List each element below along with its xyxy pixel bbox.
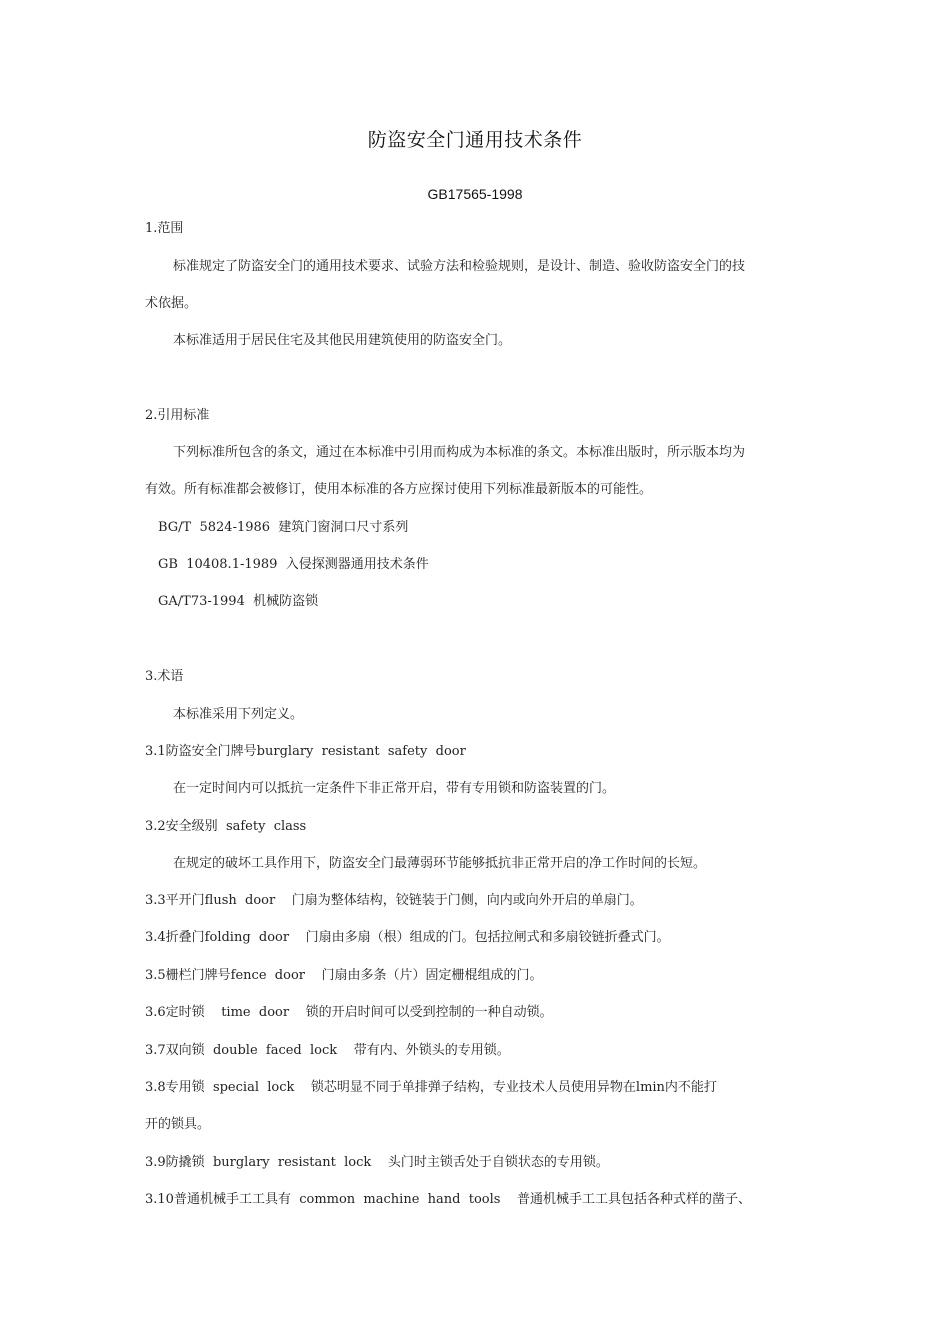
term-entry: 3.5栅栏门牌号fence door 门扇由多条（片）固定栅棍组成的门。 <box>145 968 543 983</box>
term-entry: 3.10普通机械手工工具有 common machine hand tools 普通机械手工工具包括各种式样的凿子、 <box>145 1192 751 1207</box>
reference-item: BG/T 5824-1986 建筑门窗洞口尺寸系列 <box>158 520 409 535</box>
term-entry: 3.3平开门flush door 门扇为整体结构，铰链装于门侧，向内或向外开启的单扇门。 <box>145 893 643 908</box>
section-1-heading: 1.范围 <box>145 221 184 236</box>
standard-code: GB17565-1998 <box>427 186 523 202</box>
term-entry-line: 3.8专用锁 special lock 锁芯明显不同于单排弹子结构，专业技术人员使用异物在lmin内不能打 <box>145 1080 717 1095</box>
section-3-intro: 本标准采用下列定义。 <box>173 707 304 722</box>
section-3-heading: 3.术语 <box>145 669 184 684</box>
term-entry-line: 开的锁具。 <box>145 1117 211 1132</box>
section-1-paragraph-line: 标准规定了防盗安全门的通用技术要求、试验方法和检验规则，是设计、制造、验收防盗安全门的技 <box>173 259 746 274</box>
term-entry: 3.4折叠门folding door 门扇由多扇（根）组成的门。包括拉闸式和多扇铰链折叠式门。 <box>145 930 670 945</box>
section-2-heading: 2.引用标准 <box>145 408 210 423</box>
reference-item: GA/T73-1994 机械防盗锁 <box>158 594 319 609</box>
section-1-paragraph-line: 术依据。 <box>145 296 198 311</box>
document-title: 防盗安全门通用技术条件 <box>367 129 583 151</box>
term-heading: 3.1防盗安全门牌号burglary resistant safety door <box>145 744 466 759</box>
term-definition: 在规定的破坏工具作用下，防盗安全门最薄弱环节能够抵抗非正常开启的净工作时间的长短。 <box>173 856 707 871</box>
term-entry: 3.6定时锁 time door 锁的开启时间可以受到控制的一种自动锁。 <box>145 1005 553 1020</box>
section-2-paragraph-line: 下列标准所包含的条文，通过在本标准中引用而构成为本标准的条文。本标准出版时，所示版本均为 <box>173 445 746 460</box>
term-entry: 3.9防撬锁 burglary resistant lock 头门时主锁舌处于自锁状态的专用锁。 <box>145 1155 609 1170</box>
term-heading: 3.2安全级别 safety class <box>145 819 307 834</box>
term-entry: 3.7双向锁 double faced lock 带有内、外锁头的专用锁。 <box>145 1043 510 1058</box>
section-2-paragraph-line: 有效。所有标准都会被修订，使用本标准的各方应探讨使用下列标准最新版本的可能性。 <box>145 482 653 497</box>
term-definition: 在一定时间内可以抵抗一定条件下非正常开启，带有专用锁和防盗装置的门。 <box>173 781 616 796</box>
section-1-paragraph: 本标准适用于居民住宅及其他民用建筑使用的防盗安全门。 <box>173 333 512 348</box>
reference-item: GB 10408.1-1989 入侵探测器通用技术条件 <box>158 557 429 572</box>
